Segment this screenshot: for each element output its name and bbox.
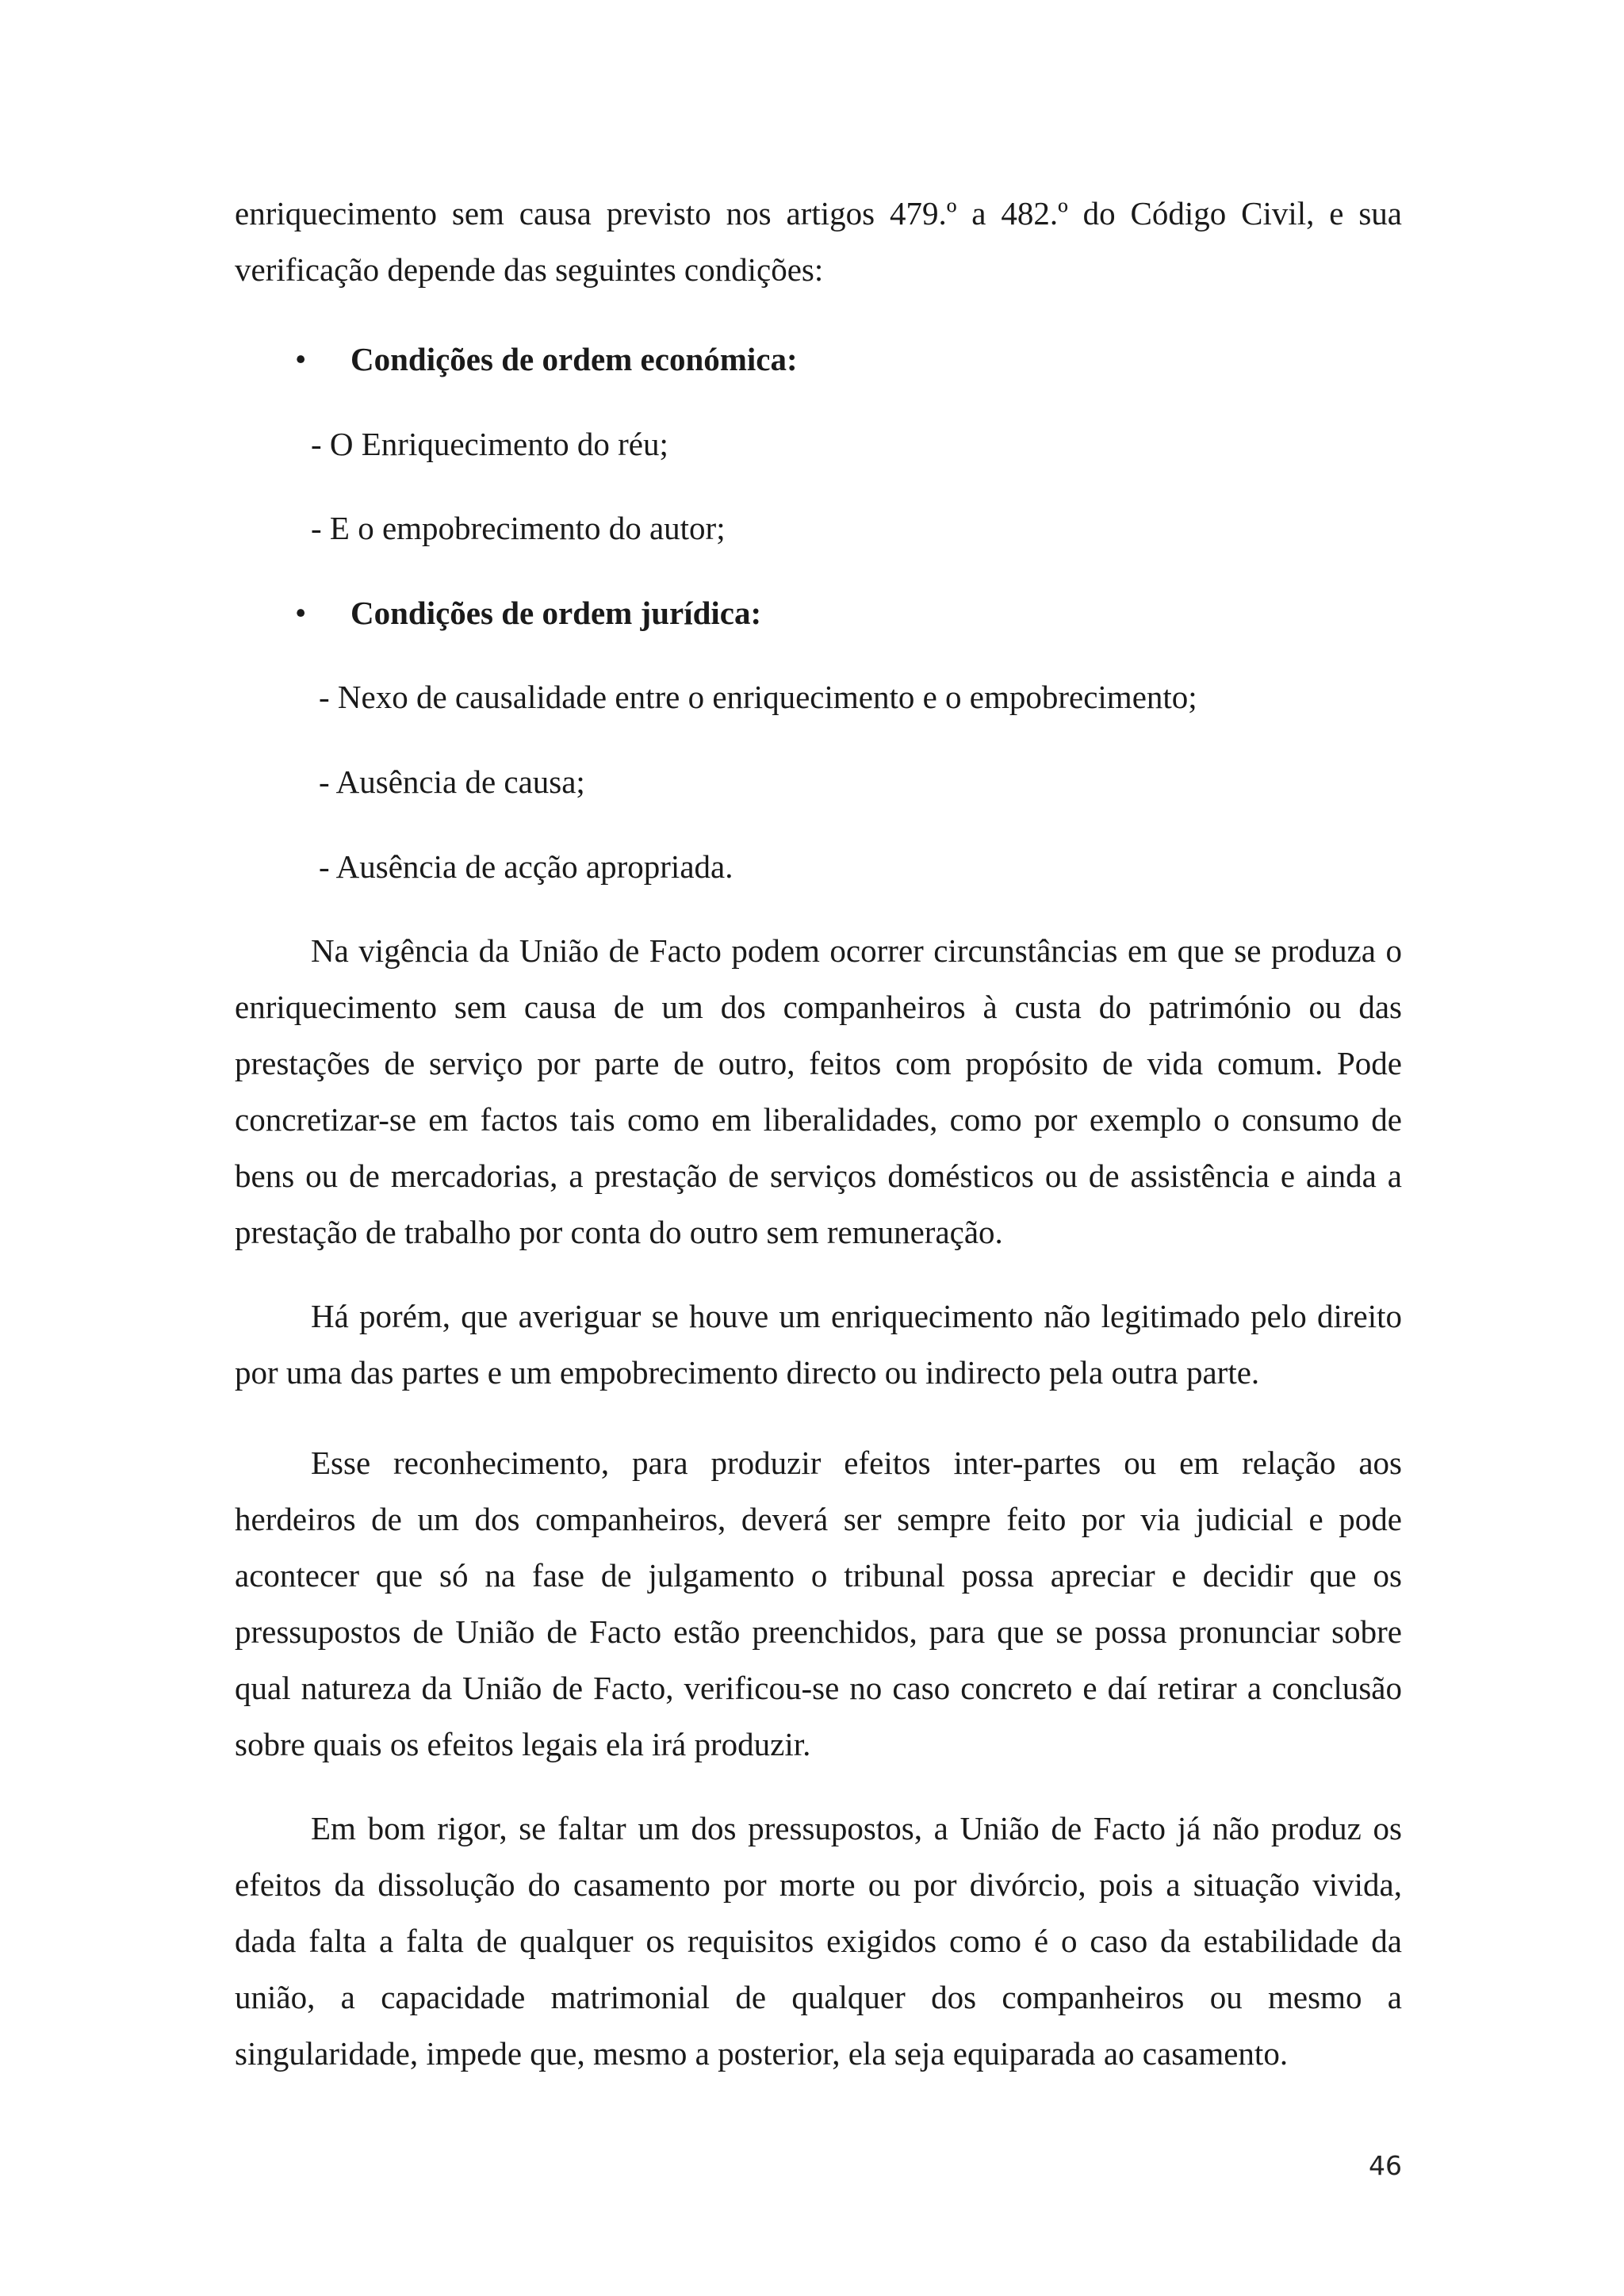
text-line: Em bom rigor, se faltar um dos pressupostos, a União de Facto já não produz os — [311, 1810, 1402, 1846]
text-line: concretizar-se em factos tais como em liberalidades, como por exemplo o consumo de — [235, 1101, 1402, 1138]
text-line: bens ou de mercadorias, a prestação de serviços domésticos ou de assistência e ainda a — [235, 1158, 1402, 1194]
heading-text: Condições de ordem jurídica: — [350, 595, 762, 631]
list-item: - Ausência de acção apropriada. — [319, 848, 733, 885]
text-line: dada falta a falta de qualquer os requisitos exigidos como é o caso da estabilidade da — [235, 1923, 1402, 1959]
paragraph — [235, 1800, 1402, 2082]
text-line: prestações de serviço por parte de outro, feitos com propósito de vida comum. Pode — [235, 1045, 1402, 1081]
text-line: Na vigência da União de Facto podem ocorrer circunstâncias em que se produza o — [311, 932, 1402, 969]
list-item: - E o empobrecimento do autor; — [311, 510, 726, 546]
text-line: Esse reconhecimento, para produzir efeitos inter-partes ou em relação aos — [311, 1445, 1402, 1481]
text-line: enriquecimento sem causa previsto nos artigos 479.º a 482.º do Código Civil, e sua — [235, 195, 1402, 232]
text-line: verificação depende das seguintes condições: — [235, 251, 824, 288]
paragraph-intro — [235, 186, 1402, 298]
text-line: singularidade, impede que, mesmo a posterior, ela seja equiparada ao casamento. — [235, 2035, 1289, 2072]
paragraph — [235, 1288, 1402, 1401]
text-line: acontecer que só na fase de julgamento o tribunal possa apreciar e decidir que os — [235, 1557, 1402, 1594]
text-line: prestação de trabalho por conta do outro sem remuneração. — [235, 1214, 1003, 1250]
list-item: - Nexo de causalidade entre o enriquecimento e o empobrecimento; — [319, 679, 1197, 715]
text-line: pressupostos de União de Facto estão preenchidos, para que se possa pronunciar sobre — [235, 1613, 1402, 1650]
heading-text: Condições de ordem económica: — [350, 341, 798, 377]
text-line: herdeiros de um dos companheiros, deverá ser sempre feito por via judicial e pode — [235, 1501, 1402, 1537]
bullet-icon: • — [295, 595, 307, 631]
list-item: - Ausência de causa; — [319, 763, 585, 800]
bullet-icon: • — [295, 341, 307, 377]
text-line: enriquecimento sem causa de um dos companheiros à custa do património ou das — [235, 989, 1402, 1025]
list-item: - O Enriquecimento do réu; — [311, 426, 668, 462]
page-number: 46 — [1369, 2150, 1402, 2181]
text-line: sobre quais os efeitos legais ela irá produzir. — [235, 1726, 811, 1762]
text-line: por uma das partes e um empobrecimento directo ou indirecto pela outra parte. — [235, 1354, 1260, 1391]
paragraph — [235, 1435, 1402, 1773]
paragraph — [235, 923, 1402, 1261]
text-line: Há porém, que averiguar se houve um enriquecimento não legitimado pelo direito — [311, 1298, 1402, 1334]
text-line: união, a capacidade matrimonial de qualquer dos companheiros ou mesmo a — [235, 1979, 1402, 2015]
text-line: efeitos da dissolução do casamento por morte ou por divórcio, pois a situação vivida, — [235, 1866, 1402, 1903]
text-line: qual natureza da União de Facto, verificou-se no caso concreto e daí retirar a conclusão — [235, 1670, 1402, 1706]
